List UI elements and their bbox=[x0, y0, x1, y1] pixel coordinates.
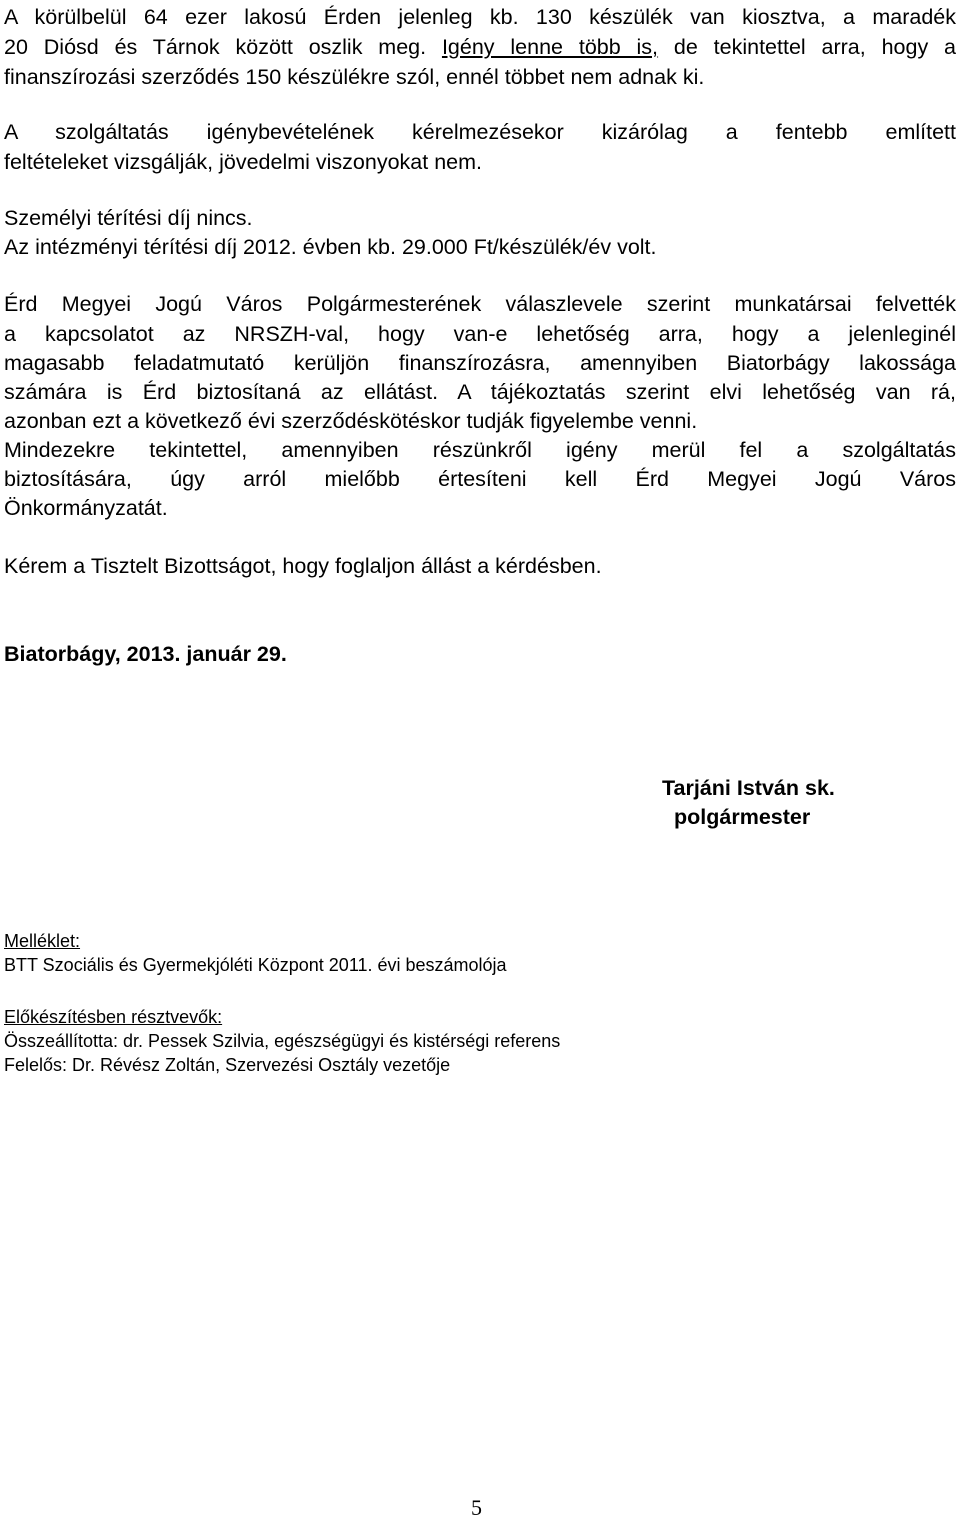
page-number: 5 bbox=[471, 1495, 482, 1520]
paragraph-4-line-8: Önkormányzatát. bbox=[4, 496, 168, 520]
signature-title: polgármester bbox=[674, 805, 811, 829]
signature-name: Tarjáni István sk. bbox=[662, 776, 835, 800]
paragraph-4-line-1: Érd Megyei Jogú Város Polgármesterének válaszlevele szerint munkatársai felvették bbox=[4, 292, 956, 316]
paragraph-4-line-3: magasabb feladatmutató kerüljön finanszírozásra, amennyiben Biatorbágy lakossága bbox=[4, 351, 956, 375]
attachment-heading: Melléklet: bbox=[4, 931, 81, 951]
paragraph-4-line-7: biztosítására, úgy arról mielőbb értesíteni kell Érd Megyei Jogú Város bbox=[4, 467, 956, 491]
paragraph-1-line-3: finanszírozási szerződés 150 készülékre szól, ennél többet nem adnak ki. bbox=[4, 65, 705, 89]
paragraph-4-line-5: azonban ezt a következő évi szerződéskötéskor tudják figyelembe venni. bbox=[4, 409, 698, 433]
paragraph-4-line-2: a kapcsolatot az NRSZH-val, hogy van-e lehetőség arra, hogy a jelenleginél bbox=[4, 322, 956, 346]
underlined-phrase: Igény lenne több is, bbox=[441, 35, 659, 59]
paragraph-1-line-2-end: de tekintettel arra, hogy a bbox=[658, 35, 957, 59]
date-line: Biatorbágy, 2013. január 29. bbox=[4, 642, 287, 666]
responsible-line: Felelős: Dr. Révész Zoltán, Szervezési Osztály vezetője bbox=[4, 1055, 451, 1075]
paragraph-1-line-2-start: 20 Diósd és Tárnok között oszlik meg. bbox=[4, 35, 442, 59]
paragraph-2-line-1: A szolgáltatás igénybevételének kérelmezésekor kizárólag a fentebb említett bbox=[4, 120, 956, 144]
attachment-item: BTT Szociális és Gyermekjóléti Központ 2011. évi beszámolója bbox=[4, 955, 507, 975]
paragraph-1-line-1: A körülbelül 64 ezer lakosú Érden jelenleg kb. 130 készülék van kiosztva, a maradék bbox=[4, 5, 956, 29]
paragraph-2-line-2: feltételeket vizsgálják, jövedelmi viszonyokat nem. bbox=[4, 150, 482, 174]
preparers-heading: Előkészítésben résztvevők: bbox=[4, 1007, 223, 1027]
paragraph-4-line-6: Mindezekre tekintettel, amennyiben részünkről igény merül fel a szolgáltatás bbox=[4, 438, 956, 462]
compiled-by-line: Összeállította: dr. Pessek Szilvia, egészségügyi és kistérségi referens bbox=[4, 1031, 561, 1051]
request-line: Kérem a Tisztelt Bizottságot, hogy foglaljon állást a kérdésben. bbox=[4, 554, 602, 578]
paragraph-4-line-4: számára is Érd biztosítaná az ellátást. A tájékoztatás szerint elvi lehetőség van rá, bbox=[4, 380, 956, 404]
paragraph-1-line-2 bbox=[4, 32, 956, 62]
institutional-fee-line: Az intézményi térítési díj 2012. évben kb. 29.000 Ft/készülék/év volt. bbox=[4, 235, 657, 259]
personal-fee-line: Személyi térítési díj nincs. bbox=[4, 206, 253, 230]
